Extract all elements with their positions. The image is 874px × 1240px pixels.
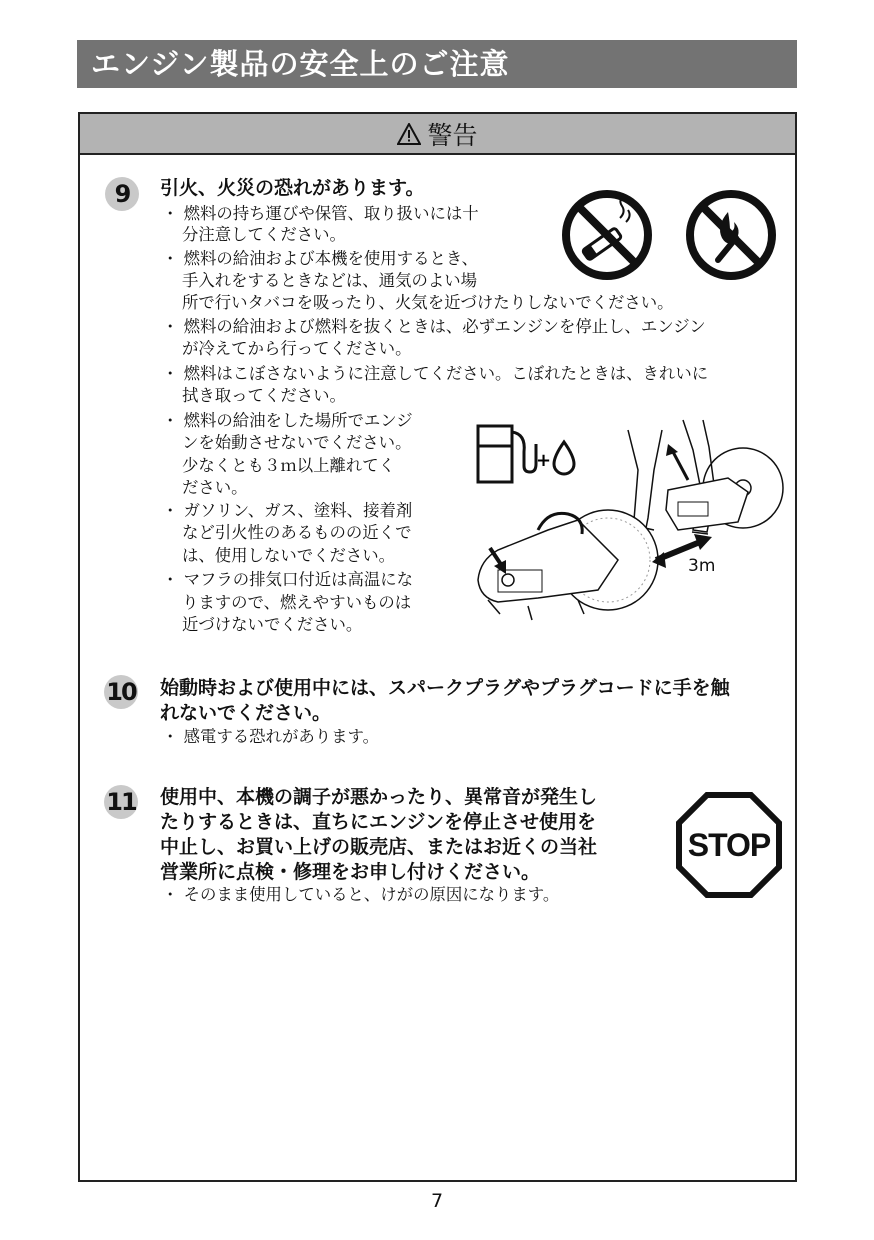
section-9-line: ・ 燃料の給油および本機を使用するとき、 — [162, 249, 478, 268]
section-9-heading: 引火、火災の恐れがあります。 — [160, 177, 425, 199]
section-11-heading: たりするときは、直ちにエンジンを停止させ使用を — [160, 811, 597, 833]
section-10-heading: 始動時および使用中には、スパークプラグやプラグコードに手を触 — [160, 677, 730, 699]
section-11-heading: 使用中、本機の調子が悪かったり、異常音が発生し — [160, 786, 598, 808]
section-11-heading: 中止し、お買い上げの販売店、またはお近くの当社 — [160, 836, 598, 858]
no-smoking-icon — [560, 188, 654, 282]
section-10-heading: れないでください。 — [160, 702, 332, 724]
distance-label: 3m — [688, 556, 716, 576]
engine-cutter-illustration — [468, 410, 798, 640]
section-9-line: 手入れをするときなどは、通気のよい場 — [182, 271, 478, 290]
section-11-heading: 営業所に点検・修理をお申し付けください。 — [160, 861, 541, 883]
section-9-line: は、使用しないでください。 — [182, 546, 396, 565]
section-9-line: ・ 燃料の給油をした場所でエンジ — [162, 411, 413, 430]
section-number-9: 9 — [105, 177, 139, 211]
section-9-line: が冷えてから行ってください。 — [182, 339, 412, 358]
section-number-11: 11 — [104, 785, 138, 819]
stop-sign-icon — [676, 792, 782, 898]
svg-text:+: + — [536, 450, 552, 471]
section-9-line: ・ ガソリン、ガス、塗料、接着剤 — [162, 501, 413, 520]
section-9-line: など引火性のあるものの近くで — [182, 523, 412, 542]
no-open-flame-icon — [684, 188, 778, 282]
warning-header — [80, 114, 795, 155]
section-9-line: ・ 燃料はこぼさないように注意してください。こぼれたときは、きれいに — [162, 364, 709, 383]
section-9-line: ・ 燃料の給油および燃料を抜くときは、必ずエンジンを停止し、エンジン — [162, 317, 706, 336]
warning-triangle-icon — [397, 123, 421, 145]
page-title: エンジン製品の安全上のご注意 — [77, 40, 797, 88]
page-number: 7 — [430, 1190, 444, 1212]
section-9-line: 拭き取ってください。 — [182, 386, 346, 405]
section-9-line: 少なくとも３ｍ以上離れてく — [182, 456, 396, 475]
section-10-line: ・ 感電する恐れがあります。 — [162, 727, 379, 746]
section-9-line: りますので、燃えやすいものは — [182, 593, 412, 612]
section-11-line: ・ そのまま使用していると、けがの原因になります。 — [162, 885, 560, 904]
section-9-line: ンを始動させないでください。 — [182, 433, 412, 452]
section-9-line: 近づけないでください。 — [182, 615, 363, 634]
section-9-line: 所で行いタバコを吸ったり、火気を近づけたりしないでください。 — [182, 293, 674, 312]
section-9-line: 分注意してください。 — [182, 225, 346, 244]
stop-sign-text: STOP — [687, 827, 771, 863]
warning-label: 警告 — [427, 120, 478, 150]
section-9-line: ださい。 — [182, 478, 248, 497]
section-9-line: ・ マフラの排気口付近は高温にな — [162, 570, 414, 589]
section-number-10: 10 — [104, 675, 138, 709]
section-9-line: ・ 燃料の持ち運びや保管、取り扱いには十 — [162, 204, 479, 223]
